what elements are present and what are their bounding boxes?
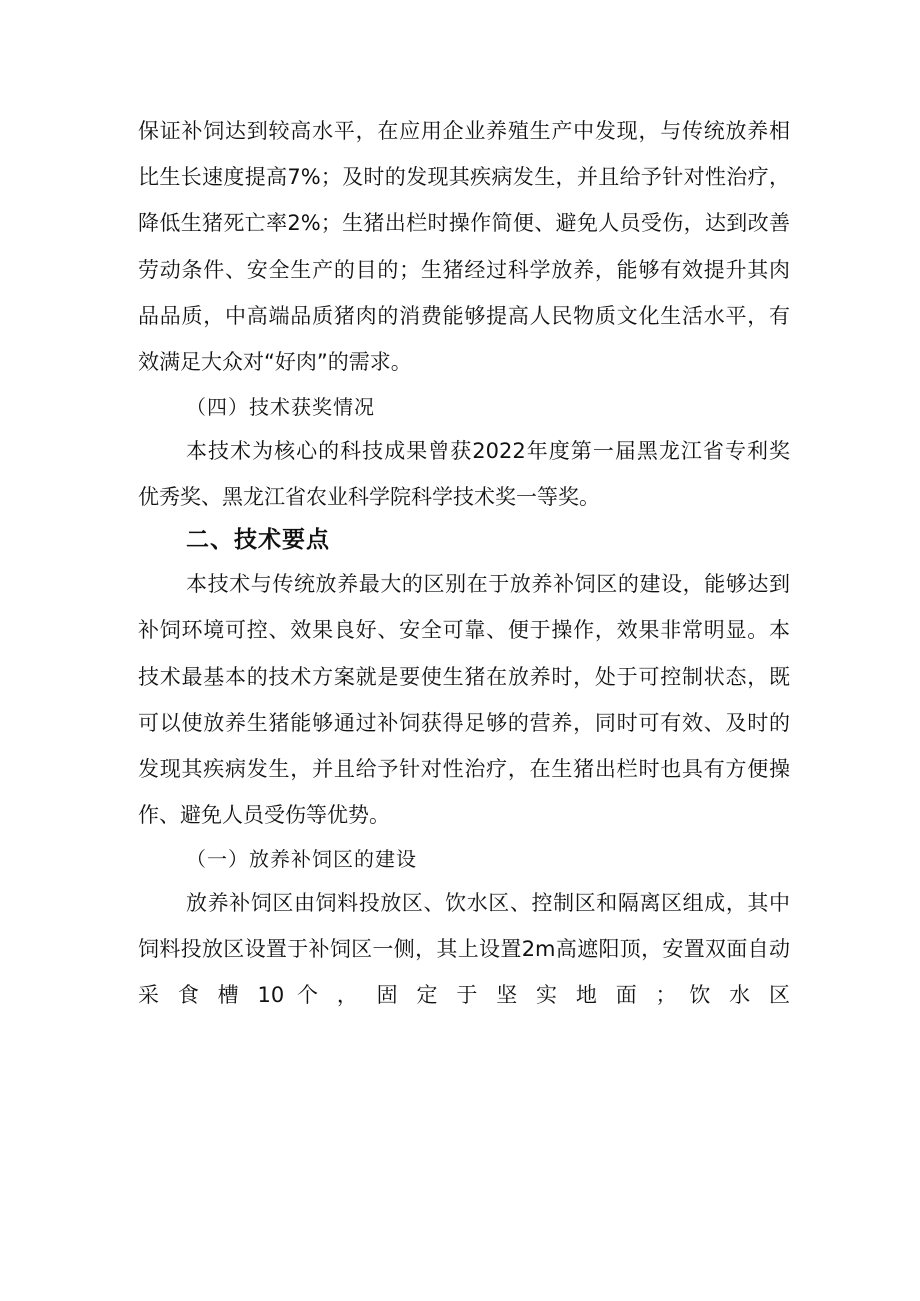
- construction-line-3: 采 食 槽 10 个 ， 固 定 于 坚 实 地 面 ； 饮 水 区: [138, 983, 790, 1007]
- construction-line-1: 放养补饲区由饲料投放区、饮水区、控制区和隔离区组成，其中: [186, 891, 790, 915]
- technical-line-6: 作、避免人员受伤等优势。: [138, 803, 390, 827]
- technical-line-3: 技术最基本的技术方案就是要使生猪在放养时，处于可控制状态，既: [138, 665, 790, 689]
- technical-line-2: 补饲环境可控、效果良好、安全可靠、便于操作，效果非常明显。本: [138, 618, 790, 642]
- award-line-1: 本技术为核心的科技成果曾获2022年度第一届黑龙江省专利奖: [186, 439, 790, 463]
- section-four-title: （四）技术获奖情况: [186, 395, 375, 419]
- technical-line-5: 发现其疾病发生，并且给予针对性治疗，在生猪出栏时也具有方便操: [138, 757, 790, 781]
- technical-line-4: 可以使放养生猪能够通过补饲获得足够的营养，同时可有效、及时的: [138, 711, 790, 735]
- section-one-title: （一）放养补饲区的建设: [186, 847, 417, 871]
- intro-line-5: 品品质，中高端品质猪肉的消费能够提高人民物质文化生活水平，有: [138, 304, 790, 328]
- construction-line-2: 饲料投放区设置于补饲区一侧，其上设置2m高遮阳顶，安置双面自动: [138, 937, 790, 961]
- intro-line-4: 劳动条件、安全生产的目的；生猪经过科学放养，能够有效提升其肉: [138, 258, 790, 282]
- intro-line-1: 保证补饲达到较高水平，在应用企业养殖生产中发现，与传统放养相: [138, 119, 790, 143]
- award-line-2: 优秀奖、黑龙江省农业科学院科学技术奖一等奖。: [138, 485, 600, 509]
- technical-points-heading: 二、技术要点: [186, 527, 330, 553]
- technical-line-1: 本技术与传统放养最大的区别在于放养补饲区的建设，能够达到: [186, 572, 790, 596]
- intro-line-6: 效满足大众对“好肉”的需求。: [138, 350, 412, 374]
- intro-line-3: 降低生猪死亡率2%；生猪出栏时操作简便、避免人员受伤，达到改善: [138, 211, 790, 235]
- intro-line-2: 比生长速度提高7%；及时的发现其疾病发生，并且给予针对性治疗，: [138, 165, 790, 189]
